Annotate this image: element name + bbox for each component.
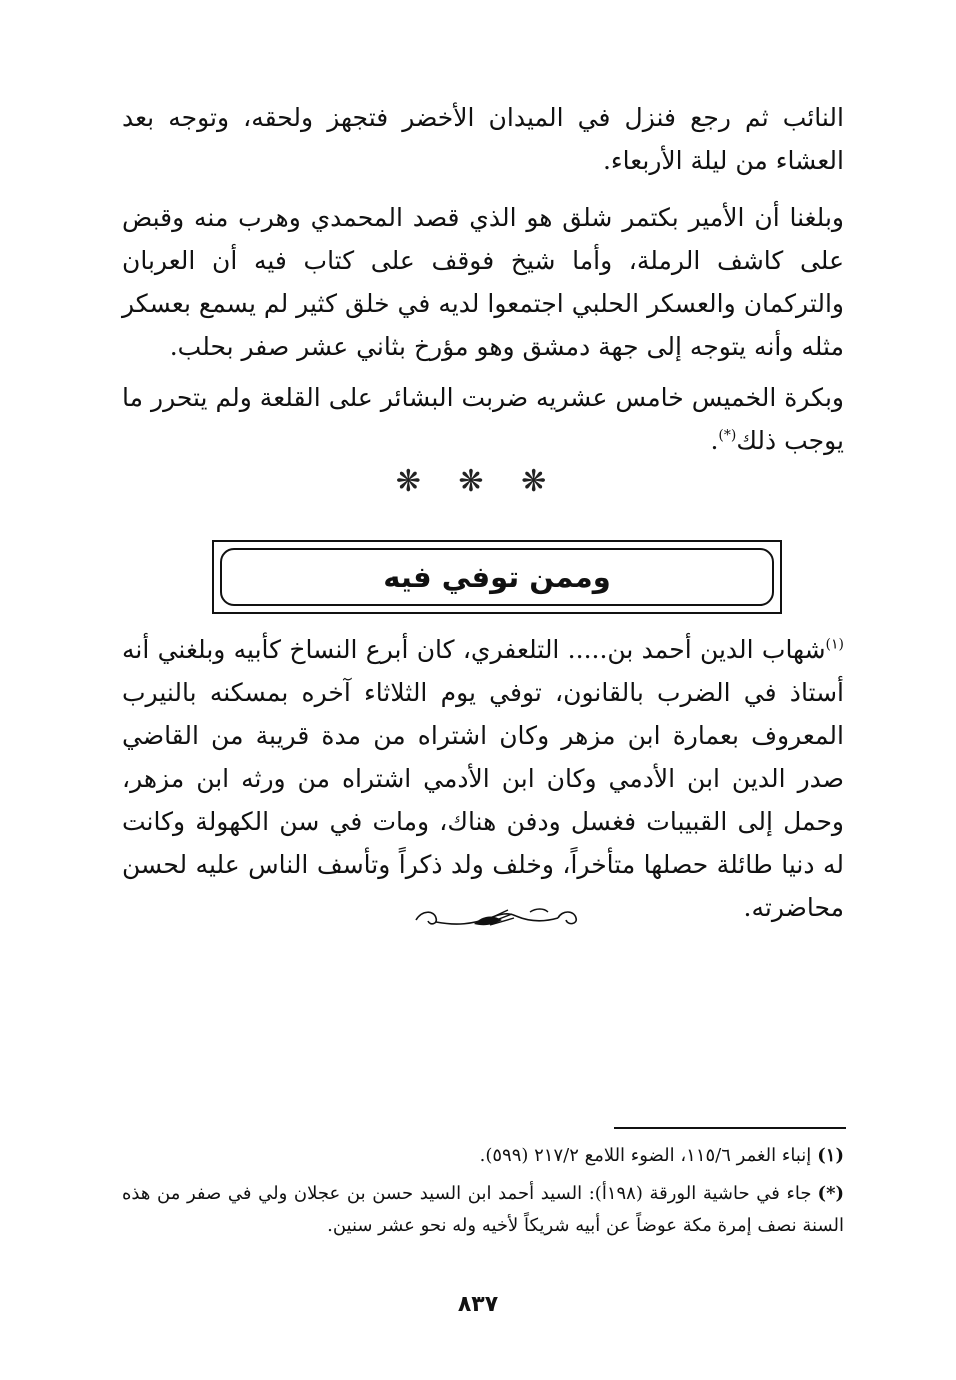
paragraph-3-text: وبكرة الخميس خامس عشريه ضربت البشائر على القلعة ولم يتحرر ما يوجب ذلك [122, 383, 844, 455]
section-title-inner-border [220, 548, 774, 606]
footnote-ref-star: (*) [718, 427, 737, 444]
paragraph-3-end: . [710, 426, 719, 455]
footnote-ref-1: (١) [825, 636, 844, 653]
end-ornament-icon [412, 904, 582, 934]
paragraph-3 [122, 376, 844, 462]
paragraph-2: وبلغنا أن الأمير بكتمر شلق هو الذي قصد المحمدي وهرب منه وقبض على كاشف الرملة، وأما شيخ فوقف على كتاب فيه أن العربان والتركمان والعسكر الحلبي اجتمعوا لديه في خلق كثير لم يسمع بعسكر مثله وأنه يتوجه إلى جهة دمشق وهو مؤرخ بثاني عشر صفر بحلب. [122, 203, 844, 361]
footnote-1-marker: (١) [817, 1145, 844, 1166]
footnote-1 [122, 1140, 844, 1172]
page-number: ٨٣٧ [457, 1292, 499, 1317]
footnotes-section [122, 1140, 844, 1248]
section-divider-stars: ❋ ❋ ❋ [395, 464, 561, 499]
section-title: وممن توفي فيه [383, 560, 611, 594]
footnote-star-text: جاء في حاشية الورقة (١٩٨أ): السيد أحمد ابن السيد حسن بن عجلان ولي في صفر من هذه السنة نصف إمرة مكة عوضاً عن أبيه شريكاً لأخيه وله نحو عشر سنين. [122, 1183, 844, 1236]
footnote-star-marker: (*) [817, 1183, 844, 1204]
section-title-frame [212, 540, 782, 614]
footnote-star [122, 1178, 844, 1242]
footnote-1-text: إنباء الغمر ١١٥/٦، الضوء اللامع ٢١٧/٢ (٥٩٩). [479, 1145, 812, 1166]
footnote-separator [614, 1127, 846, 1129]
obituary-entry [122, 628, 844, 929]
obituary-entry-text: شهاب الدين أحمد بن..... التلعفري، كان أبرع النساخ كأبيه وبلغني أنه أستاذ في الضرب بالقانون، توفي يوم الثلاثاء آخره بمسكنه بالنيرب المعروف بعمارة ابن مزهر وكان اشتراه من مدة قريبة من القاضي صدر الدين ابن الأدمي وكان ابن الأدمي اشتراه من ورثه ابن مزهر، وحمل إلى القبيبات فغسل ودفن هناك، ومات في سن الكهولة وكانت له دنيا طائلة حصلها متأخراً، وخلف ولد ذكراً وتأسف الناس عليه لحسن محاضرته. [122, 635, 844, 922]
paragraph-1: النائب ثم رجع فنزل في الميدان الأخضر فتجهز ولحقه، وتوجه بعد العشاء من ليلة الأربعاء. [122, 103, 844, 175]
